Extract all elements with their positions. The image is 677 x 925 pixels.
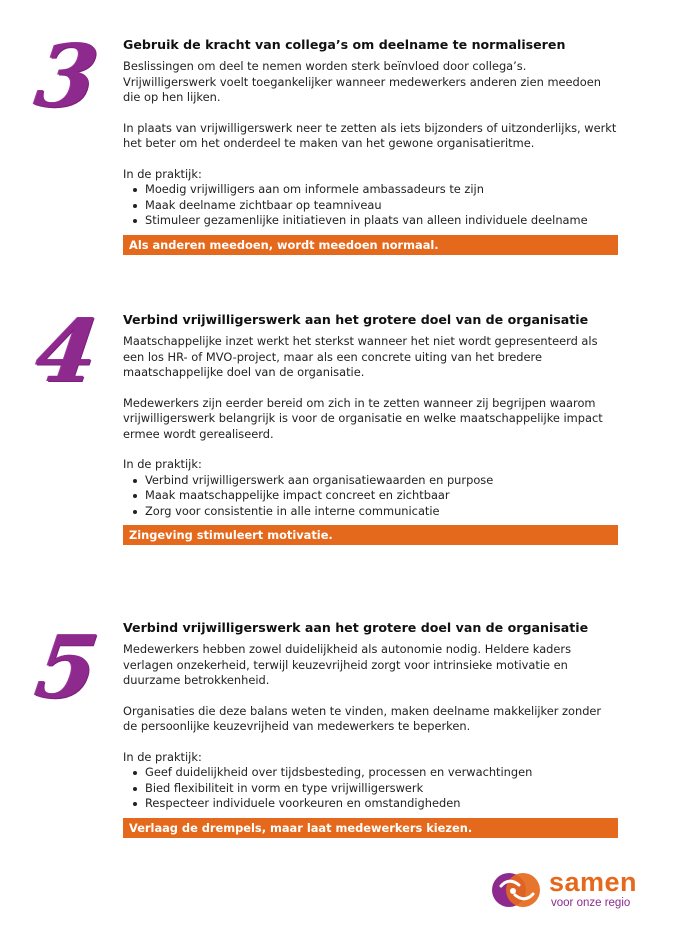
list-item: Moedig vrijwilligers aan om informele ambassadeurs te zijn <box>131 182 618 198</box>
section-number: 4 <box>30 301 105 402</box>
list-item: Maak deelname zichtbaar op teamniveau <box>131 198 618 214</box>
list-item: Zorg voor consistentie in alle interne communicatie <box>131 504 618 520</box>
key-message-banner: Zingeving stimuleert motivatie. <box>123 525 618 545</box>
practice-label: In de praktijk: <box>123 457 202 471</box>
paragraph: Maatschappelijke inzet werkt het sterkst wanneer het niet wordt gepresenteerd als een los HR- of MVO-project, maar als een concrete uiting van het bredere maatschappelijke doel van de organisatie. <box>123 334 598 379</box>
section-title: Verbind vrijwilligerswerk aan het grotere doel van de organisatie <box>123 620 589 635</box>
practice-label: In de praktijk: <box>123 166 202 181</box>
bullet-list <box>123 765 618 812</box>
section-content <box>123 620 618 838</box>
bullet-list <box>123 473 618 520</box>
bullet-list <box>123 182 618 229</box>
paragraph: Beslissingen om deel te nemen worden sterk beïnvloed door collega’s. Vrijwilligerswerk voelt toegankelijker wanneer medewerkers anderen zien meedoen die op hen lijken. <box>123 59 601 104</box>
section-title: Verbind vrijwilligerswerk aan het grotere doel van de organisatie <box>123 312 589 327</box>
list-item: Maak maatschappelijke impact concreet en zichtbaar <box>131 488 618 504</box>
paragraph: In plaats van vrijwilligerswerk neer te zetten als iets bijzonders of uitzonderlijks, werkt het beter om het onderdeel te maken van het gewone organisatieritme. <box>123 120 617 150</box>
section-content <box>123 37 618 255</box>
list-item: Bied flexibiliteit in vorm en type vrijwilligerswerk <box>131 781 618 797</box>
section-title: Gebruik de kracht van collega’s om deelname te normaliseren <box>123 37 566 52</box>
list-item: Verbind vrijwilligerswerk aan organisatiewaarden en purpose <box>131 473 618 489</box>
list-item: Geef duidelijkheid over tijdsbesteding, processen en verwachtingen <box>131 765 618 781</box>
paragraph: Organisaties die deze balans weten te vinden, maken deelname makkelijker zonder de persoonlijke keuzevrijheid van medewerkers te beperken. <box>123 703 602 733</box>
key-message-banner: Verlaag de drempels, maar laat medewerkers kiezen. <box>123 818 618 838</box>
list-item: Stimuleer gezamenlijke initiatieven in plaats van alleen individuele deelname <box>131 213 618 229</box>
section-number: 5 <box>30 617 105 718</box>
samen-logo <box>489 866 669 914</box>
key-message-banner: Als anderen meedoen, wordt meedoen normaal. <box>123 235 618 255</box>
practice-label: In de praktijk: <box>123 749 202 764</box>
list-item: Respecteer individuele voorkeuren en omstandigheden <box>131 796 618 812</box>
paragraph: Medewerkers zijn eerder bereid om zich in te zetten wanneer zij begrijpen waarom vrijwilligerswerk belangrijk is voor de organisatie en welke maatschappelijke impact ermee wordt gerealiseerd. <box>123 395 603 441</box>
section-content <box>123 312 618 545</box>
section-number: 3 <box>30 26 105 127</box>
two-heads-logo-icon <box>489 866 545 914</box>
logo-tagline: voor onze regio <box>551 897 631 909</box>
paragraph: Medewerkers hebben zowel duidelijkheid als autonomie nodig. Heldere kaders verlagen onzekerheid, terwijl keuzevrijheid zorgt voor intrinsieke motivatie en duurzame betrokkenheid. <box>123 642 572 687</box>
logo-wordmark: samen <box>549 867 638 897</box>
